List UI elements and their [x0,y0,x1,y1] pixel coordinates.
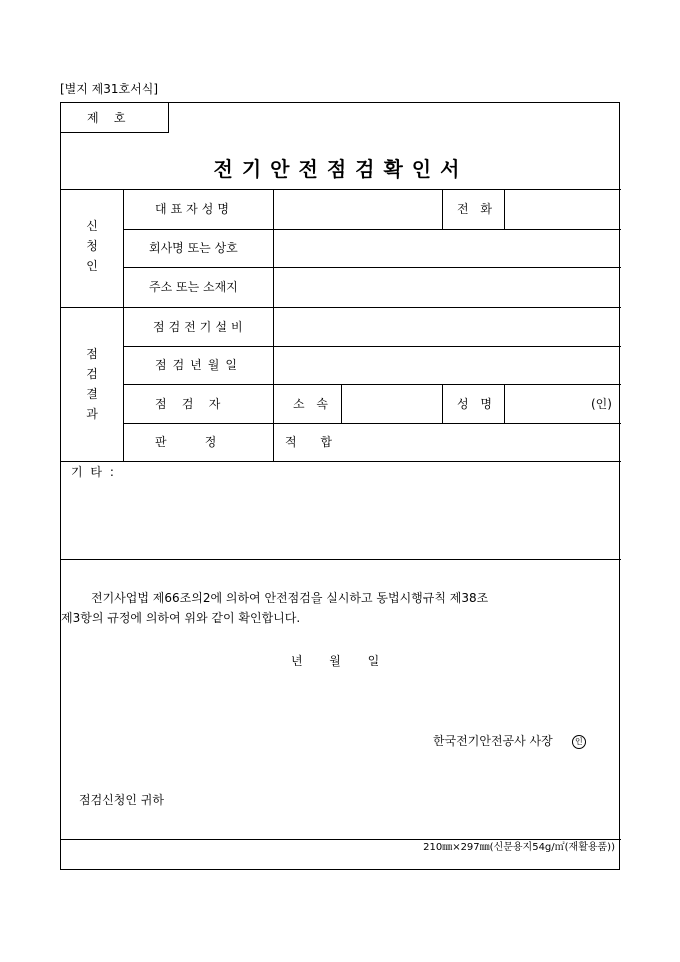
divider [442,189,443,229]
divider [123,384,621,385]
name-field[interactable] [506,386,586,422]
issuer-name: 한국전기안전공사 사장 인 [433,734,586,749]
divider [123,423,621,424]
divider [504,384,505,423]
address-field[interactable] [275,269,619,306]
doc-number-label: 제 호 [87,111,126,125]
divider [273,189,274,461]
inspector-label: 점 검 자 [155,397,221,411]
divider [61,839,621,840]
phone-label: 전 화 [457,202,496,216]
inspection-section-label: 점 검 결 과 [86,347,98,421]
date-label: 점검년월일 [155,358,243,372]
equipment-field[interactable] [275,309,619,345]
date-field[interactable] [275,348,619,383]
rep-name-field[interactable] [275,191,441,228]
issue-date: 년 월 일 [291,654,380,668]
equipment-label: 점검전기설비 [153,320,247,334]
issuer-seal-icon: 인 [572,735,586,749]
divider [442,384,443,423]
form-frame [60,102,620,870]
divider [123,346,621,347]
affiliation-field[interactable] [343,386,441,422]
seal-label: (인) [591,397,612,411]
divider [61,307,621,308]
statement-line-2: 제3항의 규정에 의하여 위와 같이 확인합니다. [61,611,301,625]
document-title: 전기안전점검확인서 [213,157,469,181]
applicant-section-label: 신 청 인 [86,219,98,273]
rep-name-label: 대표자성명 [155,202,233,216]
phone-field[interactable] [506,191,619,228]
recipient: 점검신청인 귀하 [79,793,164,807]
divider [504,189,505,229]
company-field[interactable] [275,231,619,266]
remarks-label: 기 타 : [71,465,116,479]
divider [341,384,342,423]
statement-line-1: 전기사업법 제66조의2에 의하여 안전점검을 실시하고 동법시행규칙 제38조 [91,591,489,605]
divider [61,189,621,190]
remarks-field[interactable] [63,481,619,557]
form-label: [별지 제31호서식] [60,82,158,96]
paper-spec: 210㎜×297㎜(신문용지54g/㎡(재활용품)) [423,842,615,853]
judgment-label: 판 정 [155,435,217,449]
company-label: 회사명 또는 상호 [149,241,238,255]
name-label: 성 명 [457,397,496,411]
divider [123,229,621,230]
affiliation-label: 소 속 [293,397,332,411]
divider [123,267,621,268]
judgment-value: 적 합 [285,435,342,449]
divider [61,461,621,462]
divider [61,559,621,560]
address-label: 주소 또는 소재지 [149,280,238,294]
divider [123,189,124,461]
